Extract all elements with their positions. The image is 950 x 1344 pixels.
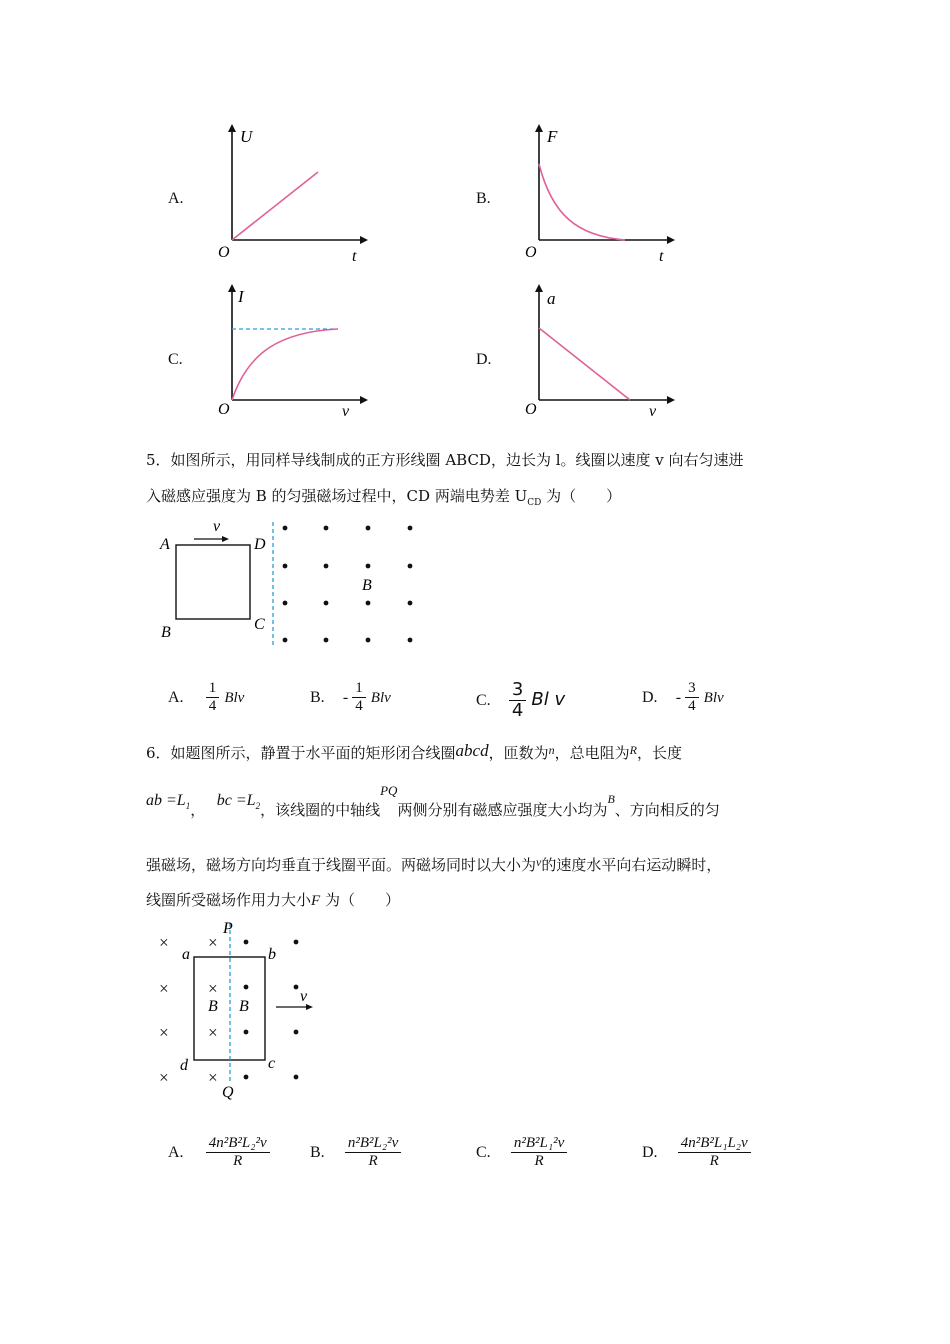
svg-text:×: ×: [158, 1068, 170, 1087]
text-segment: 线圈所受磁场作用力大小: [146, 891, 312, 909]
y-axis-label: a: [547, 289, 556, 308]
text-segment: 6．如题图所示，静置于水平面的矩形闭合线圈: [146, 744, 456, 762]
field-label-right: B: [239, 998, 249, 1015]
var-abcd: abcd: [455, 741, 489, 760]
corner-c-label: c: [268, 1055, 276, 1072]
q5-option-d[interactable]: [642, 680, 724, 715]
svg-text:×: ×: [158, 933, 170, 952]
svg-text:×: ×: [158, 1023, 170, 1042]
text-segment: ，该线圈的中轴线: [260, 801, 381, 819]
q4-graph-d: [517, 280, 677, 425]
option-letter: C.: [476, 692, 491, 709]
y-axis-arrow: [228, 284, 236, 292]
velocity-arrowhead: [222, 536, 229, 542]
velocity-label: v: [213, 518, 221, 535]
graph-curve: [232, 172, 318, 240]
text-segment: 两侧分别有磁感应强度大小均为: [397, 801, 608, 819]
field-label: B: [362, 577, 372, 594]
option-sign: -: [342, 689, 353, 706]
q4-graph-b: [517, 120, 677, 265]
velocity-label: v: [300, 988, 308, 1005]
origin-label: O: [218, 244, 230, 261]
q6-figure: [150, 915, 320, 1105]
text-segment: 的速度水平向右运动瞬时，: [541, 856, 722, 874]
corner-a-label: A: [160, 536, 170, 553]
fraction: $\frac{\text{n²B²L₂²v}}{R}$: [345, 1135, 401, 1170]
var-b: B: [607, 792, 615, 806]
x-axis-arrow: [667, 236, 675, 244]
q5-option-c[interactable]: [476, 680, 565, 721]
var-pq: PQ: [380, 783, 398, 798]
q4-graph-c: [210, 280, 370, 425]
text-segment: ，匝数为: [488, 744, 549, 762]
svg-text:×: ×: [207, 933, 219, 952]
option-letter: B.: [310, 1144, 325, 1161]
q5-line-2: [146, 486, 621, 513]
graph-curve: [539, 164, 625, 240]
y-axis-label: U: [240, 127, 253, 146]
option-tail: Blv: [370, 690, 391, 706]
label-q: Q: [222, 1084, 234, 1101]
graph-curve: [232, 329, 338, 400]
q4-graph-a: [210, 120, 370, 265]
option-letter: C.: [476, 1144, 491, 1161]
option-tail: Blv: [703, 690, 724, 706]
q6-line-4: [146, 890, 400, 911]
fraction: $\frac{\text{4n²B²L₁L₂v}}{R}$: [678, 1135, 751, 1170]
option-sign: -: [675, 689, 686, 706]
x-axis-label: t: [659, 248, 664, 265]
var-r: R: [629, 743, 637, 757]
q6-line-1: [146, 740, 682, 763]
comma: ，: [190, 801, 206, 819]
corner-d-label: d: [180, 1057, 188, 1074]
q5-option-b[interactable]: [310, 680, 391, 715]
corner-d-label: D: [254, 536, 266, 553]
y-axis-label: F: [547, 127, 558, 146]
text-segment: ，长度: [636, 744, 682, 762]
q4-option-b-letter: B.: [476, 190, 491, 207]
q5-line-1: 5．如图所示，用同样导线制成的正方形线圈 ABCD，边长为 l。线圈以速度 v 向右匀速进: [146, 451, 744, 469]
svg-text:×: ×: [207, 1068, 219, 1087]
graph-curve: [539, 328, 630, 400]
q5-line-2-text: 入磁感应强度为 B 的匀强磁场过程中，CD 两端电势差 U: [146, 487, 528, 505]
x-axis-arrow: [360, 236, 368, 244]
option-letter: B.: [310, 689, 325, 706]
q6-option-d[interactable]: [642, 1135, 751, 1170]
svg-text:×: ×: [207, 979, 219, 998]
option-letter: A.: [168, 1144, 184, 1161]
fraction: $\frac{1}{4}$: [352, 680, 366, 715]
fraction: $\frac{3}{4}$: [685, 680, 699, 715]
q5-line-2-end: 为（ ）: [541, 487, 622, 505]
fraction: $\frac{\text{4n²B²L₂²v}}{R}$: [206, 1135, 270, 1170]
y-axis-arrow: [228, 124, 236, 132]
fraction: $\frac{1}{4}$: [206, 680, 220, 715]
corner-b-label: B: [161, 624, 171, 641]
y-axis-arrow: [535, 284, 543, 292]
option-letter: A.: [168, 689, 184, 706]
field-dots: [283, 526, 413, 643]
var-f: F: [311, 893, 321, 909]
x-axis-label: t: [352, 248, 357, 265]
q4-option-c-letter: C.: [168, 351, 183, 368]
q5-line-2-sub: CD: [527, 498, 542, 508]
origin-label: O: [525, 244, 537, 261]
x-axis-arrow: [667, 396, 675, 404]
var-n: n: [548, 743, 555, 757]
option-tail: Bl v: [531, 689, 566, 710]
q6-option-c[interactable]: [476, 1135, 567, 1170]
q6-option-a[interactable]: [168, 1135, 270, 1170]
q4-option-a-letter: A.: [168, 190, 184, 207]
fraction: $\frac{3}{4}$: [509, 680, 526, 721]
var-v: v: [536, 855, 542, 869]
q6-option-b[interactable]: [310, 1135, 401, 1170]
corner-a-label: a: [182, 946, 190, 963]
option-letter: D.: [642, 1144, 658, 1161]
text-segment: 强磁场，磁场方向均垂直于线圈平面。两磁场同时以大小为: [146, 856, 537, 874]
text-segment: 、方向相反的匀: [614, 801, 720, 819]
corner-c-label: C: [254, 616, 265, 633]
x-axis-label: v: [649, 403, 657, 420]
q4-option-d-letter: D.: [476, 351, 492, 368]
origin-label: O: [218, 401, 230, 418]
option-letter: D.: [642, 689, 658, 706]
square-coil: [176, 545, 250, 619]
y-axis-label: I: [238, 287, 244, 306]
q5-option-a[interactable]: [168, 680, 244, 715]
svg-text:×: ×: [158, 979, 170, 998]
label-p: P: [223, 920, 233, 937]
corner-b-label: b: [268, 946, 276, 963]
eq-ab: ab $=L_1$: [146, 792, 191, 812]
field-label-left: B: [208, 998, 218, 1015]
text-segment: ，总电阻为: [554, 744, 630, 762]
text-segment: 为（ ）: [320, 891, 400, 909]
x-axis-arrow: [360, 396, 368, 404]
x-axis-label: v: [342, 403, 350, 420]
q6-line-2: [146, 783, 720, 830]
svg-text:×: ×: [207, 1023, 219, 1042]
option-tail: Blv: [224, 690, 245, 706]
origin-label: O: [525, 401, 537, 418]
eq-bc: bc $=L_2$: [216, 792, 261, 812]
q6-line-3: [146, 852, 721, 875]
q5-figure: [150, 510, 430, 655]
y-axis-arrow: [535, 124, 543, 132]
fraction: $\frac{\text{n²B²L₁²v}}{R}$: [511, 1135, 567, 1170]
